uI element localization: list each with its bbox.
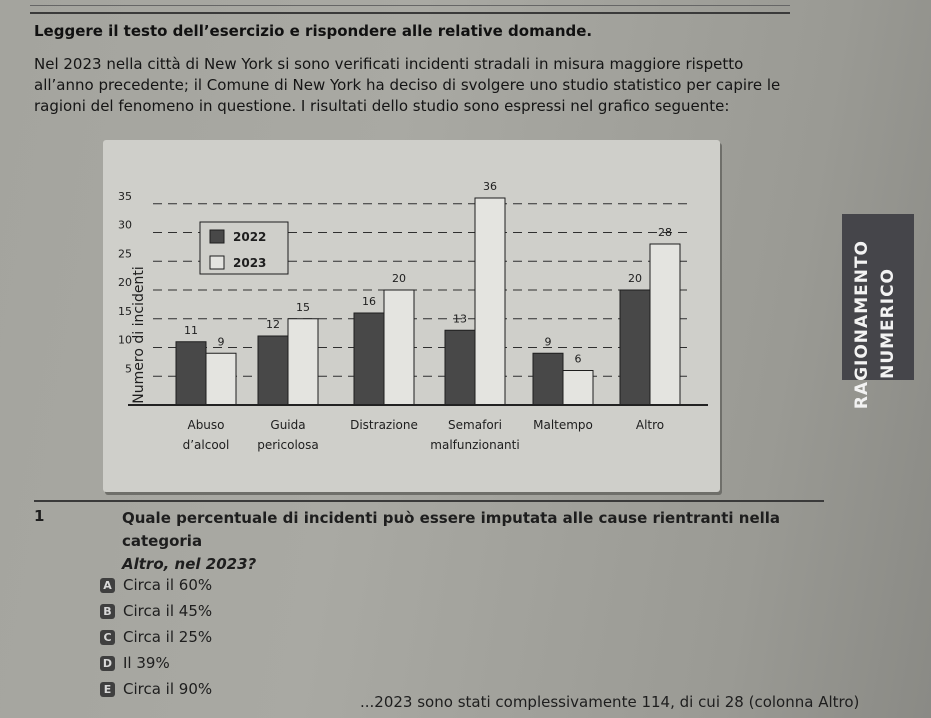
legend-label-2022: 2022 <box>233 230 267 244</box>
data-label-2023: 20 <box>392 272 406 285</box>
question-number: 1 <box>34 507 45 525</box>
option-a-letter: A <box>100 578 115 593</box>
data-label-2022: 11 <box>184 323 198 337</box>
bar-2022 <box>258 336 288 405</box>
section-tab-line2: NUMERICO <box>878 268 898 379</box>
y-tick-label: 20 <box>118 276 132 289</box>
data-label-2023: 15 <box>296 300 310 314</box>
legend-label-2023: 2023 <box>233 256 267 270</box>
category-label: Semafori <box>448 418 502 432</box>
instruction-heading: Leggere il testo dell’esercizio e rispondere alle relative domande. <box>34 22 593 40</box>
top-rule <box>30 12 790 14</box>
option-e-letter: E <box>100 682 115 697</box>
bar-2022 <box>620 290 650 405</box>
data-label-2022: 16 <box>362 295 376 308</box>
question-rule <box>34 500 824 502</box>
bar-2023 <box>475 198 505 405</box>
category-label: Abuso <box>187 418 225 432</box>
y-tick-label: 5 <box>125 362 132 376</box>
option-b[interactable] <box>100 602 212 620</box>
section-tab <box>842 214 914 410</box>
bar-2022 <box>533 353 563 405</box>
option-c-text: Circa il 25% <box>123 628 213 646</box>
option-d[interactable] <box>100 654 170 672</box>
data-label-2022: 12 <box>266 318 280 331</box>
intro-paragraph: Nel 2023 nella città di New York si sono verificati incidenti stradali in misura maggiore rispetto all’anno precedente; il Comune di New York ha deciso di svolgere uno studio statistico per capire le ragioni del fenomeno in questione. I risultati dello studio sono espressi nel grafico seguente: <box>34 55 781 115</box>
option-d-text: Il 39% <box>123 654 170 672</box>
legend-swatch-2022 <box>210 230 224 243</box>
category-label: Guida <box>270 418 306 432</box>
y-tick-label: 15 <box>118 304 132 318</box>
option-b-text: Circa il 45% <box>123 602 213 620</box>
data-label-2023: 6 <box>574 352 582 366</box>
data-label-2023: 36 <box>483 180 497 193</box>
bar-2023 <box>206 353 236 405</box>
data-label-2022: 13 <box>453 312 467 326</box>
option-c[interactable] <box>100 628 212 646</box>
bar-chart <box>103 140 720 492</box>
footer-text: ...2023 sono stati complessivamente 114, di cui 28 (colonna Altro) <box>360 693 860 711</box>
category-label: Maltempo <box>533 418 593 432</box>
bar-2023 <box>650 244 680 405</box>
option-e-text: Circa il 90% <box>123 680 213 698</box>
section-tab-line1: RAGIONAMENTO <box>852 240 872 410</box>
question-line1: Quale percentuale di incidenti può essere imputata alle cause rientranti nella categoria <box>122 509 781 550</box>
category-label: malfunzionanti <box>430 438 520 452</box>
y-tick-label: 25 <box>118 247 132 261</box>
question-text <box>122 507 842 576</box>
data-label-2023: 9 <box>217 335 225 349</box>
category-label: d’alcool <box>182 438 230 452</box>
option-d-letter: D <box>100 656 115 671</box>
category-label: Distrazione <box>350 418 418 432</box>
bar-2023 <box>563 371 593 406</box>
top-rule-thin <box>30 5 790 6</box>
option-a[interactable] <box>100 576 212 594</box>
option-a-text: Circa il 60% <box>123 576 213 594</box>
question-line2: Altro, nel 2023? <box>122 555 257 573</box>
y-tick-label: 10 <box>118 333 132 347</box>
bar-2022 <box>176 342 206 405</box>
data-label-2022: 20 <box>628 272 642 285</box>
option-e[interactable] <box>100 680 212 698</box>
bar-2023 <box>288 319 318 405</box>
y-tick-label: 35 <box>118 189 132 203</box>
y-axis-title: Numero di incidenti <box>131 266 147 404</box>
bar-2022 <box>445 330 475 405</box>
option-b-letter: B <box>100 604 115 619</box>
y-tick-label: 30 <box>118 218 132 232</box>
bar-2022 <box>354 313 384 405</box>
chart-card <box>103 140 720 492</box>
category-label: pericolosa <box>257 438 319 452</box>
data-label-2022: 9 <box>544 335 552 349</box>
option-c-letter: C <box>100 630 115 645</box>
data-label-2023: 28 <box>658 226 672 239</box>
bar-2023 <box>384 290 414 405</box>
legend-swatch-2023 <box>210 256 224 269</box>
category-label: Altro <box>635 418 665 432</box>
